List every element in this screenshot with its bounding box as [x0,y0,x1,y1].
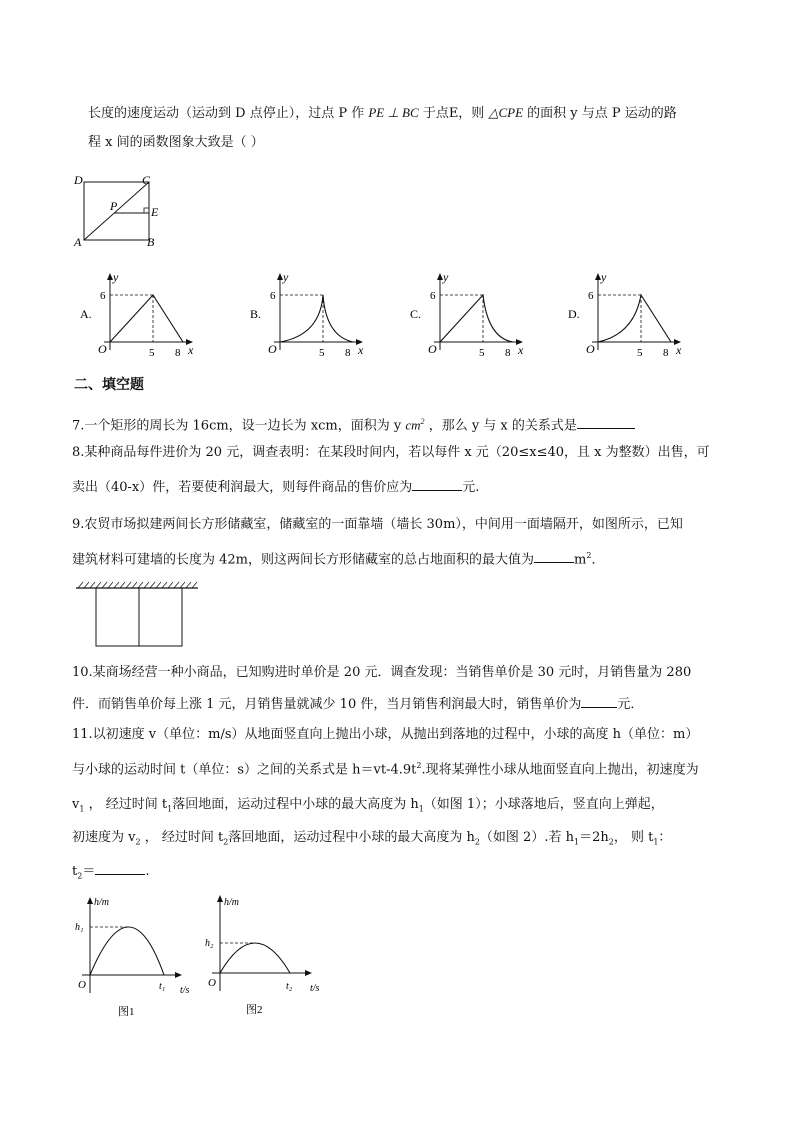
label-b: B [147,235,155,248]
q10-blank[interactable] [581,695,617,708]
origin-label: O [98,342,107,356]
fig1-tmark: t₁ [159,981,166,992]
q8-line1: 8.某种商品每件进价为 20 元，调查表明：在某段时间内，若以每件 x 元（20≤x≤40，且 x 为整数）出售，可 [72,445,710,460]
q6-formula: PE ⊥ BC [368,105,419,120]
label-a: A [74,235,82,248]
x-axis-label: x [518,343,524,357]
x2-label: 8 [663,347,669,359]
x1-label: 5 [637,347,643,359]
q6-rectangle-figure [70,174,160,248]
q9-storage-figure [74,578,202,650]
x-axis-label: x [676,343,682,357]
option-label: A. [80,307,92,321]
option-b-graph[interactable] [250,270,370,360]
origin-label: O [428,342,437,356]
fig1-xlabel: t/s [180,985,190,996]
q11-line1: 11.以初速度 v（单位：m/s）从地面竖直向上抛出小球，从抛出到落地的过程中，小球的高度 h（单位：m） [72,727,699,742]
fig1-hmark: h₁ [75,922,84,933]
fig1-caption: 图1 [118,1006,135,1018]
fig1-ylabel: h/m [94,897,109,908]
origin-label: O [268,342,277,356]
option-d-graph[interactable] [568,270,688,360]
option-c-graph[interactable] [410,270,530,360]
fig2-origin: O [208,977,216,989]
q6-line1: 长度的速度运动（运动到 D 点停止），过点 P 作 PE ⊥ BC 于点E，则 △CPE 的面积 y 与点 P 运动的路 [88,105,677,121]
q10-line1: 10.某商场经营一种小商品，已知购进时单价是 20 元．调查发现：当销售单价是 30 元时，月销售量为 280 [72,665,692,680]
q6-triangle: △CPE [488,105,524,120]
x-axis-label: x [188,343,194,357]
fig2-hmark: h₂ [205,938,214,949]
option-label: B. [250,307,262,321]
q11-figure-1 [70,895,200,1025]
y-max-label: 6 [430,290,436,302]
fig2-xlabel: t/s [310,983,320,994]
x1-label: 5 [319,347,325,359]
q11-line5: $t_2=$ . [72,864,150,881]
x2-label: 8 [175,347,181,359]
label-p: P [110,199,118,213]
fig1-origin: O [78,979,86,991]
x2-label: 8 [345,347,351,359]
section-title: 二、填空题 [74,377,144,393]
y-axis-label: y [113,270,119,284]
x2-label: 8 [505,347,511,359]
origin-label: O [586,342,595,356]
q9-blank[interactable] [534,550,574,563]
q11-line4: 初速度为 $v_2$ ， 经过时间 $t_2$落回地面，运动过程中小球的最大高度为 $h_2$（如图 2）.若 $h_1=2h_2$， 则 $t_1$： [72,830,672,847]
fig2-tmark: t₂ [286,981,293,992]
fig2-caption: 图2 [246,1004,263,1016]
option-label: D. [568,307,580,321]
y-max-label: 6 [588,290,594,302]
q8-blank[interactable] [412,478,462,491]
option-curve [110,295,183,342]
option-label: C. [410,307,422,321]
x1-label: 5 [149,347,155,359]
q11-line3: $v_1$ ， 经过时间 $t_1$落回地面，运动过程中小球的最大高度为 $h_1$（如图 1）；小球落地后，竖直向上弹起， [72,797,664,814]
y-max-label: 6 [270,290,276,302]
option-curve [280,295,353,342]
option-curve [598,295,671,342]
option-a-graph[interactable] [80,270,200,360]
q9-line2: 建筑材料可建墙的长度为 42m，则这两间长方形储藏室的总占地面积的最大值为 $m^2$． [72,551,605,568]
q8-line2: 卖出（40-x）件，若要使利润最大，则每件商品的售价应为 元. [72,480,480,495]
q11-figure-2 [200,893,330,1023]
y-axis-label: y [601,270,607,284]
x1-label: 5 [479,347,485,359]
q11-line2: 与小球的运动时间 t（单位：s）之间的关系式是 $h=vt-4.9t^2$.现将某弹性小球从地面竖直向上抛出，初速度为 [72,761,699,778]
y-axis-label: y [283,270,289,284]
q7-blank[interactable] [577,416,635,429]
y-max-label: 6 [100,290,106,302]
q11-blank[interactable] [95,862,145,875]
label-c: C [142,174,151,187]
option-curve [440,295,513,342]
y-axis-label: y [443,270,449,284]
x-axis-label: x [358,343,364,357]
fig2-ylabel: h/m [224,897,239,908]
q10-line2: 件．而销售单价每上涨 1 元，月销售量就减少 10 件，当月销售利润最大时，销售单价为 元． [72,697,644,712]
q6-line2: 程 x 间的函数图象大致是（ ） [88,135,264,150]
q9-line1: 9.农贸市场拟建两间长方形储藏室，储藏室的一面靠墙（墙长 30m），中间用一面墙隔开，如图所示，已知 [72,517,683,532]
q7: 7.一个矩形的周长为 16cm，设一边长为 xcm，面积为 y $cm^2$ ，那么 y 与 x 的关系式是 [72,413,635,435]
label-d: D [74,174,83,187]
label-e: E [151,205,159,219]
